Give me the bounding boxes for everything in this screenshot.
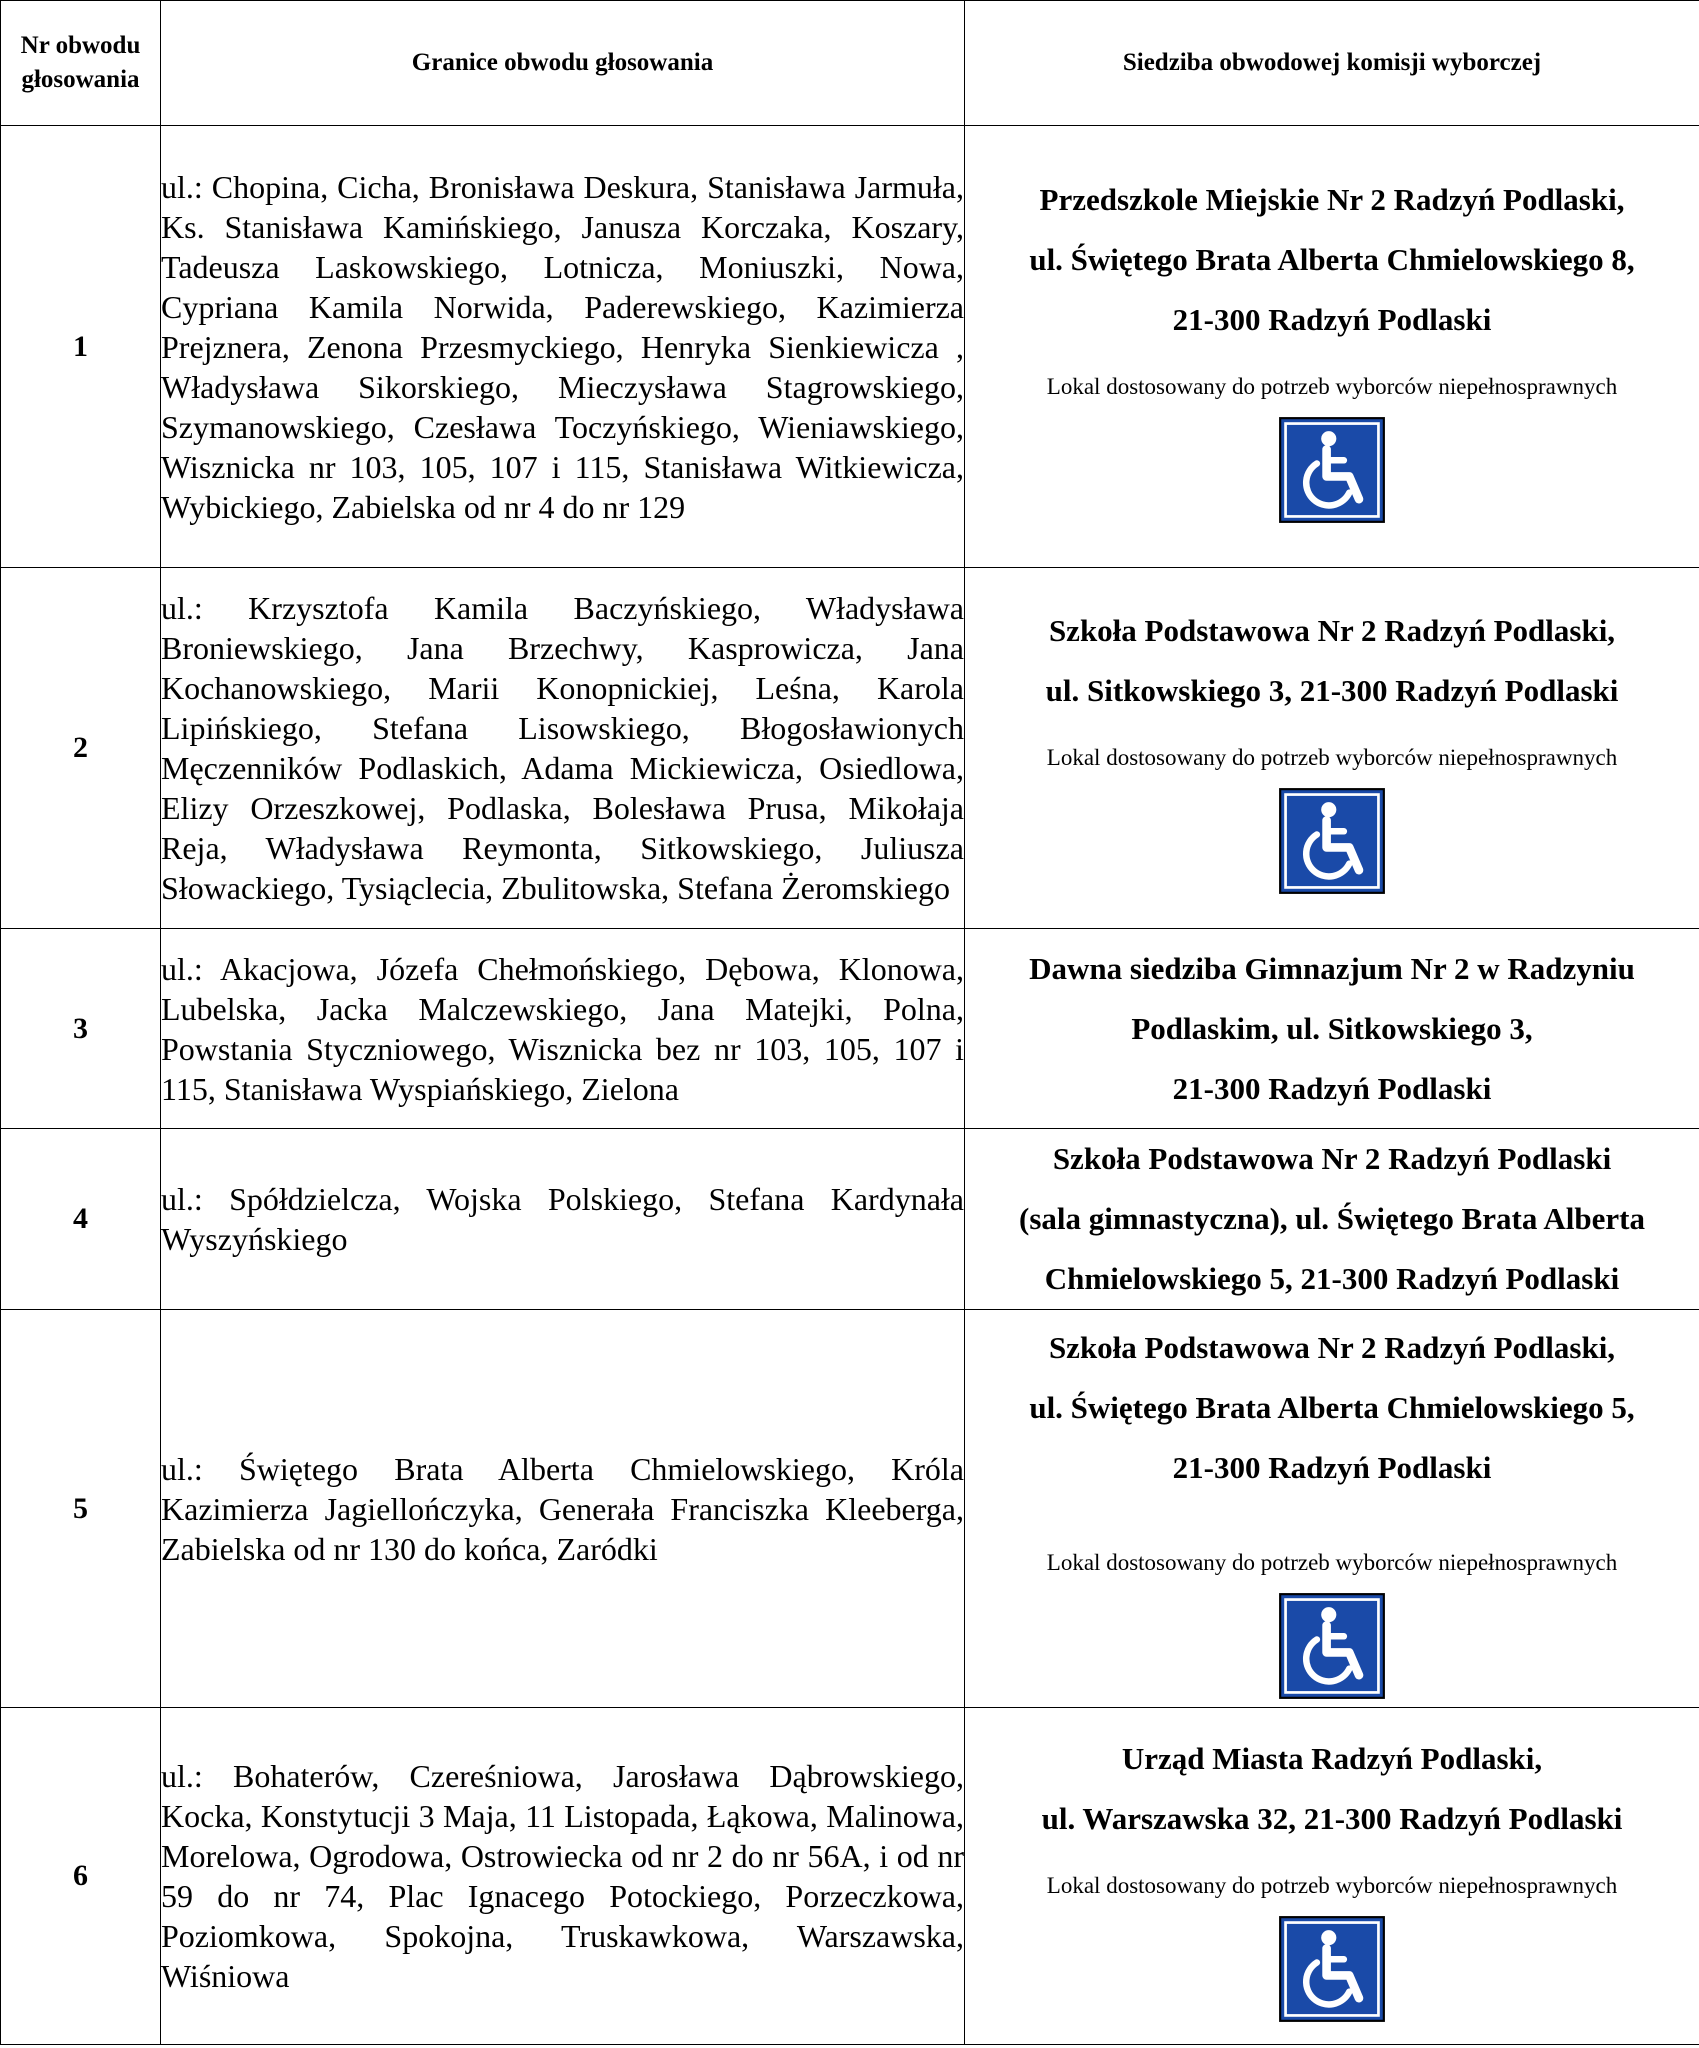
district-number: 6 [1, 1708, 161, 2045]
commission-seat [965, 1708, 1699, 2045]
table-row [1, 568, 1699, 929]
wheelchair-accessibility-icon [1278, 416, 1386, 524]
seat-address [965, 1729, 1699, 1849]
seat-address [965, 1129, 1699, 1309]
seat-address-line: ul. Warszawska 32, 21-300 Radzyń Podlaski [1041, 1801, 1623, 1836]
district-boundaries: ul.: Akacjowa, Józefa Chełmońskiego, Dębowa, Klonowa, Lubelska, Jacka Malczewskiego, Jana Matejki, Polna, Powstania Styczniowego, Wisznicka bez nr 103, 105, 107 i 115, Stanisława Wyspiańskiego, Zielona [161, 929, 965, 1129]
seat-address-line: Urząd Miasta Radzyń Podlaski, [1121, 1741, 1543, 1776]
seat-address-line: ul. Sitkowskiego 3, 21-300 Radzyń Podlaski [1045, 673, 1619, 708]
district-boundaries: ul.: Spółdzielcza, Wojska Polskiego, Stefana Kardynała Wyszyńskiego [161, 1129, 965, 1310]
table-row [1, 126, 1699, 568]
table-row [1, 929, 1699, 1129]
header-commission-seat: Siedziba obwodowej komisji wyborczej [965, 1, 1699, 126]
seat-address-line: ul. Świętego Brata Alberta Chmielowskiego 5, [1029, 1389, 1635, 1425]
district-number: 5 [1, 1310, 161, 1708]
district-number: 2 [1, 568, 161, 929]
district-boundaries: ul.: Chopina, Cicha, Bronisława Deskura, Stanisława Jarmuła, Ks. Stanisława Kamińskiego, Janusza Korczaka, Koszary, Tadeusza Laskowskiego, Lotnicza, Moniuszki, Nowa, Cypriana Kamila Norwida, Paderewskiego, Kazimierza Prejznera, Zenona Przesmyckiego, Henryka Sienkiewicza , Władysława Sikorskiego, Mieczysława Stagrowskiego, Szymanowskiego, Czesława Toczyńskiego, Wieniawskiego, Wisznicka nr 103, 105, 107 i 115, Stanisława Witkiewicza, Wybickiego, Zabielska od nr 4 do nr 129 [161, 126, 965, 568]
seat-address [965, 170, 1699, 350]
seat-address-line: 21-300 Radzyń Podlaski [1172, 1070, 1492, 1106]
accessibility-note: Lokal dostosowany do potrzeb wyborców niepełnosprawnych [1046, 373, 1618, 399]
district-boundaries: ul.: Świętego Brata Alberta Chmielowskiego, Króla Kazimierza Jagiellończyka, Generała Franciszka Kleeberga, Zabielska od nr 130 do końca, Zaródki [161, 1310, 965, 1708]
seat-address [965, 939, 1699, 1119]
district-boundaries: ul.: Bohaterów, Czereśniowa, Jarosława Dąbrowskiego, Kocka, Konstytucji 3 Maja, 11 Listopada, Łąkowa, Malinowa, Morelowa, Ogrodowa, Ostrowiecka od nr 2 do nr 56A, i od nr 59 do nr 74, Plac Ignacego Potockiego, Porzeczkowa, Poziomkowa, Spokojna, Truskawkowa, Warszawska, Wiśniowa [161, 1708, 965, 2045]
header-district-number: Nr obwodu głosowania [1, 1, 161, 126]
seat-address [965, 1318, 1699, 1498]
seat-address-line: (sala gimnastyczna), ul. Świętego Brata Alberta [1019, 1201, 1645, 1236]
accessibility-note: Lokal dostosowany do potrzeb wyborców niepełnosprawnych [1046, 1873, 1618, 1898]
commission-seat [965, 1129, 1699, 1310]
commission-seat [965, 929, 1699, 1129]
table-row [1, 1310, 1699, 1708]
commission-seat [965, 126, 1699, 568]
district-number: 1 [1, 126, 161, 568]
seat-address-line: ul. Świętego Brata Alberta Chmielowskiego 8, [1029, 241, 1635, 277]
seat-address-line: Podlaskim, ul. Sitkowskiego 3, [1131, 1010, 1533, 1046]
district-number: 3 [1, 929, 161, 1129]
seat-address-line: Szkoła Podstawowa Nr 2 Radzyń Podlaski, [1048, 613, 1616, 648]
wheelchair-accessibility-icon [1278, 1592, 1386, 1700]
seat-address-line: Szkoła Podstawowa Nr 2 Radzyń Podlaski, [1048, 1329, 1616, 1365]
seat-address-line: Dawna siedziba Gimnazjum Nr 2 w Radzyniu [1029, 950, 1635, 986]
seat-address-line: Chmielowskiego 5, 21-300 Radzyń Podlaski [1044, 1261, 1620, 1296]
header-district-boundaries: Granice obwodu głosowania [161, 1, 965, 126]
table-row [1, 1129, 1699, 1310]
accessibility-note: Lokal dostosowany do potrzeb wyborców niepełnosprawnych [1046, 745, 1618, 770]
table-row [1, 1708, 1699, 2045]
table-header-row [1, 1, 1699, 126]
seat-address [965, 601, 1699, 721]
wheelchair-accessibility-icon [1278, 787, 1386, 895]
seat-address-line: Przedszkole Miejskie Nr 2 Radzyń Podlaski, [1039, 181, 1625, 217]
wheelchair-accessibility-icon [1278, 1915, 1386, 2023]
district-number: 4 [1, 1129, 161, 1310]
accessibility-note: Lokal dostosowany do potrzeb wyborców niepełnosprawnych [1046, 1549, 1618, 1575]
commission-seat [965, 568, 1699, 929]
seat-address-line: 21-300 Radzyń Podlaski [1172, 1449, 1492, 1485]
seat-address-line: Szkoła Podstawowa Nr 2 Radzyń Podlaski [1052, 1141, 1612, 1176]
district-boundaries: ul.: Krzysztofa Kamila Baczyńskiego, Władysława Broniewskiego, Jana Brzechwy, Kasprowicza, Jana Kochanowskiego, Marii Konopnickiej, Leśna, Karola Lipińskiego, Stefana Lisowskiego, Błogosławionych Męczenników Podlaskich, Adama Mickiewicza, Osiedlowa, Elizy Orzeszkowej, Podlaska, Bolesława Prusa, Mikołaja Reja, Władysława Reymonta, Sitkowskiego, Juliusza Słowackiego, Tysiąclecia, Zbulitowska, Stefana Żeromskiego [161, 568, 965, 929]
commission-seat [965, 1310, 1699, 1708]
seat-address-line: 21-300 Radzyń Podlaski [1172, 301, 1492, 337]
